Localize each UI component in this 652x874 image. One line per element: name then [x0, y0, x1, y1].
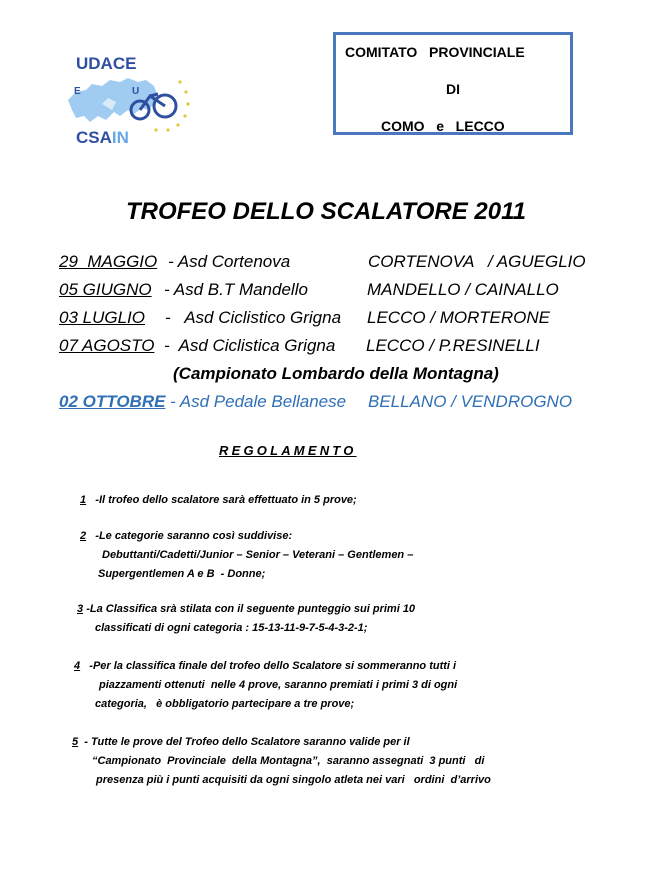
rule-text: -Le categorie saranno così suddivise:: [95, 530, 293, 542]
rule-number: 3: [77, 603, 84, 615]
event-date: 03 LUGLIO: [59, 308, 145, 327]
rule-item: [77, 600, 415, 638]
event-route: LECCO / MORTERONE: [367, 308, 550, 327]
rule-text: piazzamenti ottenuti nelle 4 prove, saranno premiati i primi 3 di ogni: [99, 679, 458, 691]
event-route: CORTENOVA / AGUEGLIO: [368, 252, 586, 271]
event-route: MANDELLO / CAINALLO: [367, 280, 559, 299]
event-date: 07 AGOSTO: [59, 336, 155, 355]
event-club: - Asd B.T Mandello: [164, 280, 308, 299]
udace-csain-logo: [62, 52, 192, 152]
europe-map-cyclist-icon: [62, 70, 192, 132]
event-club: - Asd Pedale Bellanese: [170, 392, 347, 411]
event-row: [0, 392, 652, 414]
page-title: TROFEO DELLO SCALATORE 2011: [125, 198, 527, 225]
rule-item: [80, 491, 357, 510]
logo-csa-text: CSA: [76, 128, 112, 147]
rule-text: presenza più i punti acquisiti da ogni singolo atleta nei vari ordini d’arrivo: [96, 774, 491, 786]
campionato-note: (Campionato Lombardo della Montagna): [173, 364, 499, 383]
logo-letter-e: E: [74, 86, 81, 97]
logo-letter-u: U: [132, 86, 140, 97]
event-club: - Asd Ciclistica Grigna: [164, 336, 336, 355]
event-club: - Asd Cortenova: [168, 252, 291, 271]
logo-in-text: IN: [111, 128, 129, 147]
logo-udace-text: UDACE: [76, 54, 137, 73]
rule-number: 2: [80, 530, 87, 542]
rule-text: classificati di ogni categoria : 15-13-11-9-7-5-4-3-2-1;: [95, 622, 368, 634]
rule-text: “Campionato Provinciale della Montagna”, saranno assegnati 3 punti di: [92, 755, 485, 767]
event-date: 05 GIUGNO: [59, 280, 152, 299]
rule-text: -Per la classifica finale del trofeo dello Scalatore si sommeranno tutti i: [89, 660, 457, 672]
regolamento-heading: REGOLAMENTO: [219, 443, 357, 458]
rule-text: -La Classifica srà stilata con il seguente punteggio sui primi 10: [86, 603, 416, 615]
event-route: BELLANO / VENDROGNO: [368, 392, 573, 411]
event-row: [0, 308, 652, 330]
committee-line-1: COMITATO PROVINCIALE: [345, 44, 525, 60]
event-date[interactable]: 02 OTTOBRE: [59, 392, 166, 411]
rule-item: [74, 657, 457, 714]
event-route: LECCO / P.RESINELLI: [366, 336, 540, 355]
event-date: 29 MAGGIO: [59, 252, 158, 271]
rule-number: 5: [72, 736, 79, 748]
event-row: [0, 252, 652, 274]
rule-text: categoria, è obbligatorio partecipare a tre prove;: [95, 698, 355, 710]
event-row: [0, 280, 652, 302]
rule-number: 1: [80, 494, 87, 506]
committee-box: [333, 32, 573, 135]
committee-line-3: COMO e LECCO: [381, 118, 505, 134]
rule-text: Supergentlemen A e B - Donne;: [98, 568, 266, 580]
event-club: - Asd Ciclistico Grigna: [165, 308, 342, 327]
rule-text: Debuttanti/Cadetti/Junior – Senior – Veterani – Gentlemen –: [102, 549, 414, 561]
rule-text: - Tutte le prove del Trofeo dello Scalatore saranno valide per il: [84, 736, 410, 748]
rule-item: [80, 527, 413, 584]
committee-line-2: DI: [446, 81, 460, 97]
rule-item: [72, 733, 491, 790]
rule-number: 4: [74, 660, 81, 672]
rule-text: -Il trofeo dello scalatore sarà effettuato in 5 prove;: [95, 494, 357, 506]
logo-csain-text: [76, 128, 129, 148]
event-row: [0, 336, 652, 358]
